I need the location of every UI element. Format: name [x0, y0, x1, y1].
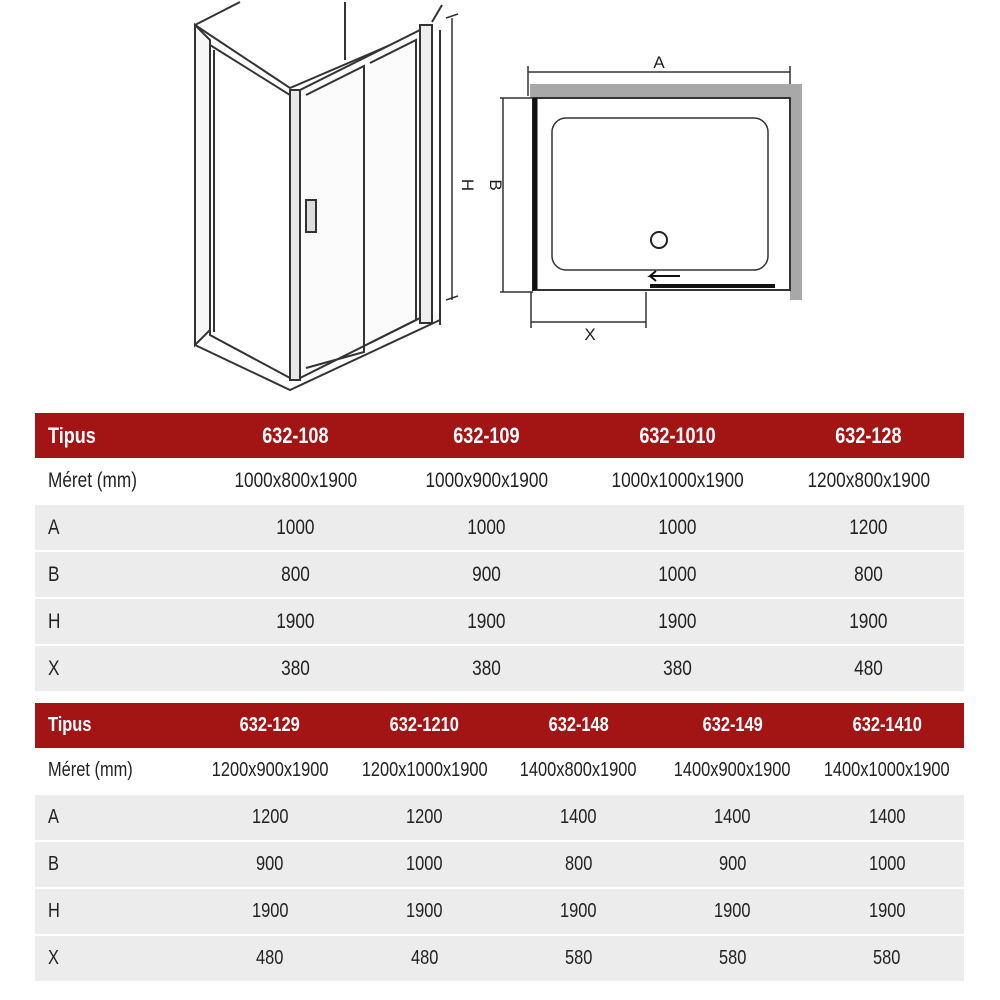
table-cell: 1200x800x1900 [773, 458, 964, 504]
enclosure-3d-drawing [195, 2, 458, 390]
header-cell: 632-1410 [810, 703, 964, 748]
table-row [35, 748, 964, 794]
header-cell: 632-108 [200, 413, 391, 458]
table-cell: 1000x1000x1900 [582, 458, 773, 504]
table-cell: 1400x900x1900 [656, 748, 810, 794]
header-cell: Tipus [35, 703, 193, 748]
shower-illustration [0, 0, 1000, 400]
table-row [35, 645, 964, 691]
table-cell: 1200 [773, 504, 964, 551]
table-row [35, 888, 964, 935]
row-label: X [35, 935, 193, 981]
table-header-row [35, 413, 964, 458]
table-cell: 1200x900x1900 [193, 748, 347, 794]
table-cell: 380 [582, 645, 773, 691]
table-row [35, 935, 964, 981]
dimension-label-X: X [584, 325, 596, 344]
table-cell: 1900 [656, 888, 810, 935]
row-label: H [35, 888, 193, 935]
table-cell: 1400 [501, 794, 655, 841]
table-cell: 1000x800x1900 [200, 458, 391, 504]
plan-view-drawing [500, 66, 802, 328]
header-cell: 632-149 [656, 703, 810, 748]
header-cell: Tipus [35, 413, 200, 458]
table-cell: 1000 [200, 504, 391, 551]
row-label: B [35, 841, 193, 888]
row-label: Méret (mm) [35, 748, 193, 794]
table-cell: 480 [193, 935, 347, 981]
header-cell: 632-1010 [582, 413, 773, 458]
table-cell: 1900 [501, 888, 655, 935]
table-cell: 1200x1000x1900 [347, 748, 501, 794]
table-cell: 800 [501, 841, 655, 888]
table-cell: 1900 [193, 888, 347, 935]
table-cell: 480 [773, 645, 964, 691]
table-cell: 580 [656, 935, 810, 981]
row-label: Méret (mm) [35, 458, 200, 504]
table-cell: 1000 [582, 551, 773, 598]
table-row [35, 794, 964, 841]
table-row [35, 841, 964, 888]
table-cell: 1400 [656, 794, 810, 841]
table-cell: 1000 [391, 504, 582, 551]
row-label: H [35, 598, 200, 645]
table-cell: 900 [391, 551, 582, 598]
table-cell: 900 [656, 841, 810, 888]
table-cell: 1400x800x1900 [501, 748, 655, 794]
table-cell: 380 [200, 645, 391, 691]
spec-table-2 [35, 703, 964, 981]
table-row [35, 598, 964, 645]
table-cell: 480 [347, 935, 501, 981]
table-cell: 800 [773, 551, 964, 598]
table-cell: 1900 [810, 888, 964, 935]
table-cell: 1900 [773, 598, 964, 645]
dimension-label-H: H [458, 178, 477, 192]
table-cell: 1200 [347, 794, 501, 841]
table-cell: 1000x900x1900 [391, 458, 582, 504]
table-cell: 1000 [347, 841, 501, 888]
header-cell: 632-148 [501, 703, 655, 748]
table-cell: 380 [391, 645, 582, 691]
table-cell: 900 [193, 841, 347, 888]
table-cell: 1200 [193, 794, 347, 841]
table-cell: 1000 [810, 841, 964, 888]
table-cell: 1900 [582, 598, 773, 645]
row-label: A [35, 794, 193, 841]
table-cell: 800 [200, 551, 391, 598]
header-cell: 632-128 [773, 413, 964, 458]
dimension-label-B: B [486, 179, 505, 191]
table-row [35, 504, 964, 551]
table-header-row [35, 703, 964, 748]
header-cell: 632-129 [193, 703, 347, 748]
row-label: A [35, 504, 200, 551]
table-cell: 580 [501, 935, 655, 981]
table-cell: 1900 [391, 598, 582, 645]
table-cell: 580 [810, 935, 964, 981]
table-cell: 1400 [810, 794, 964, 841]
table-cell: 1000 [582, 504, 773, 551]
row-label: B [35, 551, 200, 598]
spec-table-1 [35, 413, 964, 691]
table-cell: 1400x1000x1900 [810, 748, 964, 794]
dimension-label-A: A [653, 53, 665, 72]
header-cell: 632-109 [391, 413, 582, 458]
table-cell: 1900 [200, 598, 391, 645]
header-cell: 632-1210 [347, 703, 501, 748]
table-row [35, 551, 964, 598]
table-row [35, 458, 964, 504]
row-label: X [35, 645, 200, 691]
table-cell: 1900 [347, 888, 501, 935]
